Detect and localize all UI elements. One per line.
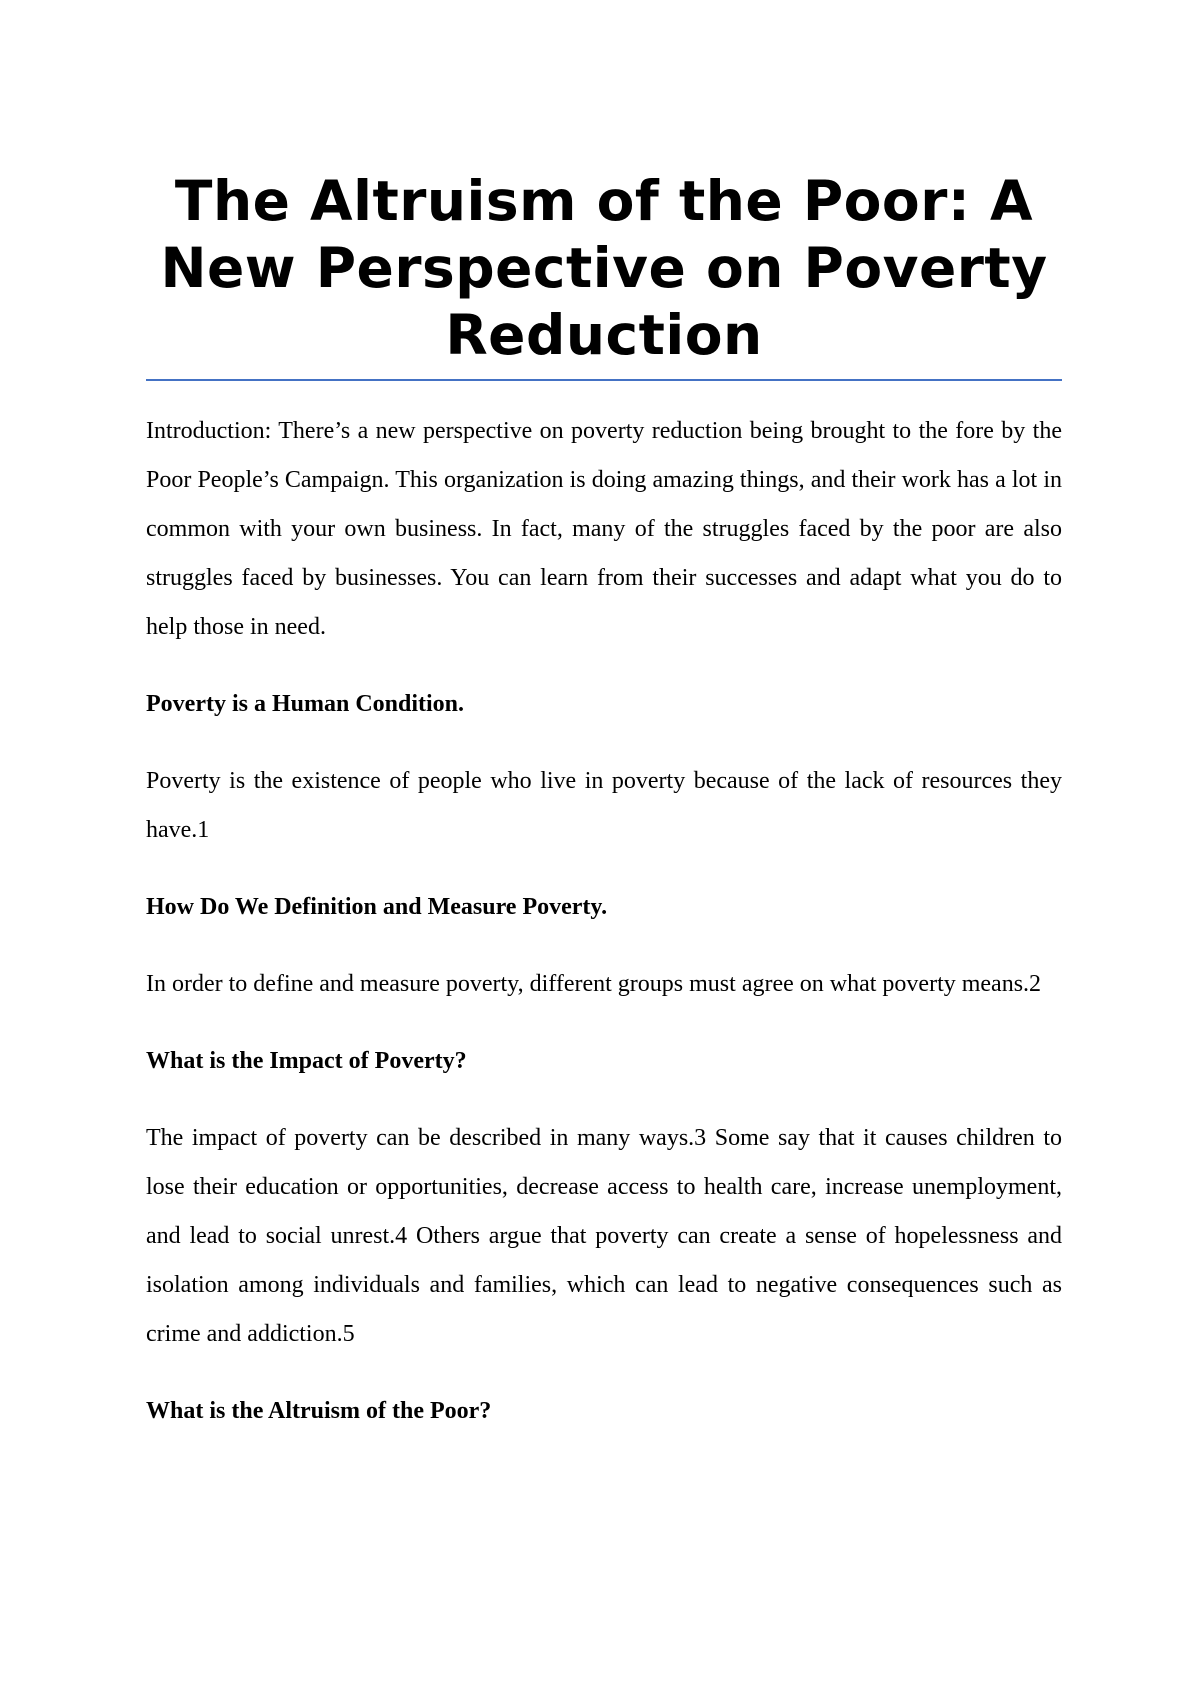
- section-body-define-measure: In order to define and measure poverty, different groups must agree on what poverty means.2: [146, 971, 1042, 997]
- section-heading-define-measure: How Do We Definition and Measure Poverty.: [146, 894, 608, 920]
- section-heading-human-condition: Poverty is a Human Condition.: [146, 691, 465, 717]
- section-heading-altruism: What is the Altruism of the Poor?: [146, 1398, 492, 1424]
- title-underline-rule: [146, 379, 1062, 381]
- document-page: [146, 168, 1062, 1436]
- section-body-human-condition: Poverty is the existence of people who live in poverty because of the lack of resources they have.1: [146, 768, 1062, 843]
- section-body-impact: The impact of poverty can be described in many ways.3 Some say that it causes children to lose their education or opportunities, decrease access to health care, increase unemployment, and lead to social unrest.4 Others argue that poverty can create a sense of hopelessness and isolation among individuals and families, which can lead to negative consequences such as crime and addiction.5: [146, 1125, 1062, 1347]
- document-title: The Altruism of the Poor: A New Perspective on Poverty Reduction: [160, 169, 1048, 367]
- section-heading-impact: What is the Impact of Poverty?: [146, 1048, 467, 1074]
- intro-paragraph: Introduction: There’s a new perspective on poverty reduction being brought to the fore by the Poor People’s Campaign. This organization is doing amazing things, and their work has a lot in common with your own business. In fact, many of the struggles faced by the poor are also struggles faced by businesses. You can learn from their successes and adapt what you do to help those in need.: [146, 418, 1062, 640]
